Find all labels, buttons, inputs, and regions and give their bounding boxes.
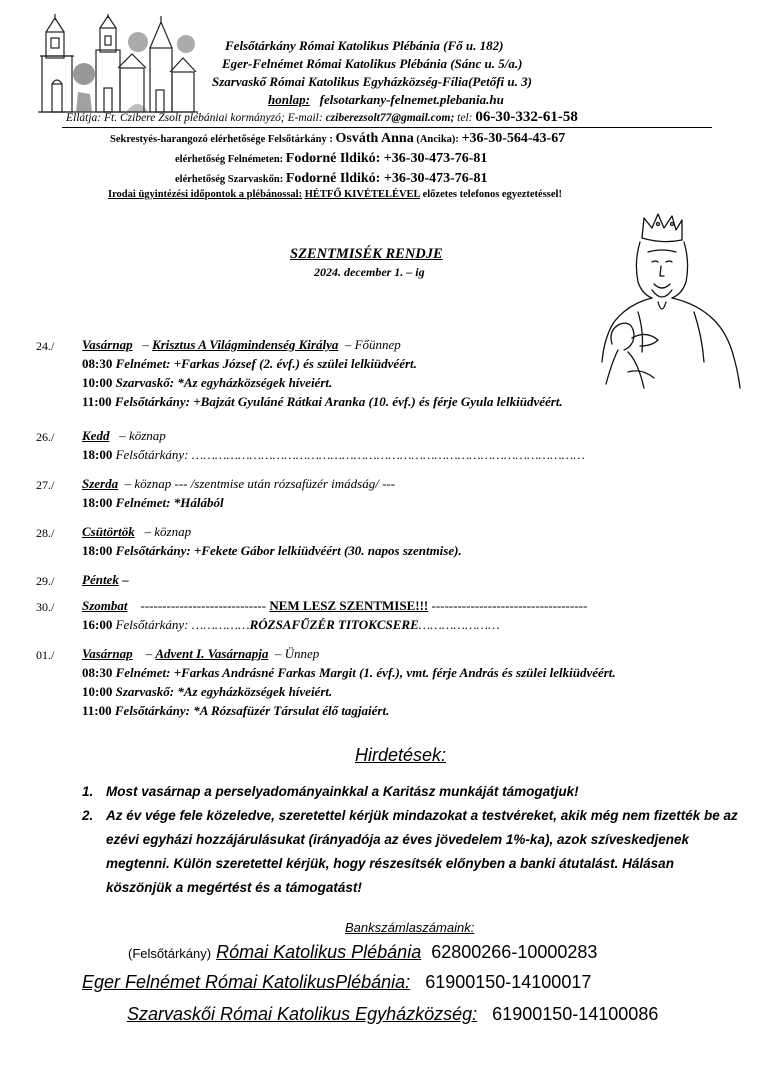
mass-time: 10:00 <box>82 684 113 699</box>
bank-number: 61900150-14100086 <box>492 1004 659 1024</box>
contact-sacristan-phone: +36-30-564-43-67 <box>461 131 566 146</box>
day-heading <box>82 428 166 444</box>
announcement-item: 2. <box>82 808 94 823</box>
mass-text: Felsőtárkány: *A Rózsafüzér Társulat élő tagjaiért. <box>114 703 390 718</box>
christ-king-illustration <box>598 212 746 392</box>
church-drawing-icon <box>38 14 198 122</box>
contact-felnemet-label: elérhetőség Felnémeten: <box>175 154 284 165</box>
day-number: 29./ <box>36 574 55 588</box>
header-parish-2: Eger-Felnémet Római Katolikus Plébánia (Sánc u. 5/a.) <box>222 56 523 71</box>
header-parish-3: Szarvaskő Római Katolikus Egyházközség-Fília(Petőfi u. 3) <box>212 74 532 89</box>
mass-time: 16:00 <box>82 617 113 632</box>
day-name: Csütörtök <box>82 524 135 539</box>
office-hours-note: előzetes telefonos egyeztetéssel! <box>422 189 562 200</box>
homepage-label: honlap: <box>268 92 310 107</box>
contact-felnemet-value: Fodorné Ildikó: +36-30-473-76-81 <box>285 151 488 166</box>
day-number: 30./ <box>36 600 55 614</box>
day-separator: – <box>142 337 149 352</box>
day-number: 28./ <box>36 526 55 540</box>
dots: ………………… <box>418 617 500 632</box>
day-number: 01./ <box>36 648 55 662</box>
bank-number: 62800266-10000283 <box>431 942 598 962</box>
announcement-text: Most vasárnap a perselyadományainkkal a Karitász munkáját támogatjuk! <box>106 784 579 799</box>
mass-text: Szarvaskő: *Az egyházközségek híveiért. <box>115 375 333 390</box>
rosary-note: RÓZSAFŰZÉR TITOKCSERE <box>249 617 419 632</box>
christ-king-icon <box>598 212 746 392</box>
header-divider <box>62 127 712 128</box>
mass-line <box>82 495 224 511</box>
mass-time: 08:30 <box>82 356 113 371</box>
mass-line <box>82 684 332 700</box>
bank-title: Bankszámlaszámaink: <box>345 920 475 935</box>
bank-name: Eger Felnémet Római KatolikusPlébánia: <box>82 972 411 992</box>
day-separator: – <box>145 646 153 661</box>
dash-right: ------------------------------------ <box>431 598 588 613</box>
office-hours-label: Irodai ügyintézési időpontok a plébánossal: <box>108 189 303 200</box>
header-parish-1: Felsőtárkány Római Katolikus Plébánia (Fő u. 182) <box>225 38 504 53</box>
day-heading <box>82 524 191 540</box>
mass-line <box>82 543 462 559</box>
bank-name: Szarvaskői Római Katolikus Egyházközség: <box>127 1004 478 1024</box>
mass-time: 11:00 <box>82 703 112 718</box>
bank-row-felnemet <box>82 972 591 993</box>
mass-text: Felnémet: +Farkas József (2. évf.) és szülei lelkiüdvéért. <box>115 356 417 371</box>
day-number: 26./ <box>36 430 55 444</box>
dash-left: ----------------------------- <box>140 598 267 613</box>
day-heading <box>82 476 395 492</box>
day-name: Szombat <box>82 598 128 613</box>
day-name: Kedd <box>82 428 110 443</box>
mass-time: 18:00 <box>82 543 113 558</box>
church-logo <box>38 14 198 122</box>
day-rank: – <box>122 572 129 587</box>
mass-text: Felsőtárkány: +Bajzát Gyuláné Rátkai Aranka (10. évf.) és férje Gyula lelkiüdvéért. <box>114 394 563 409</box>
bank-row-felsotarkany <box>128 942 597 963</box>
tel-label: tel: <box>457 112 473 124</box>
dots: …………… <box>191 617 250 632</box>
mass-place: Felsőtárkány: <box>115 617 189 632</box>
contact-sacristan <box>110 131 565 147</box>
mass-time: 18:00 <box>82 447 113 462</box>
day-name: Szerda <box>82 476 119 491</box>
bank-name: Római Katolikus Plébánia <box>216 942 422 962</box>
mass-text: Szarvaskő: *Az egyházközségek híveiért. <box>115 684 333 699</box>
feast-rank: – Főünnep <box>344 337 401 352</box>
mass-time: 10:00 <box>82 375 113 390</box>
announcement-text: Az év vége fele közeledve, szeretettel kérjük mindazokat a testvéreket, akik még nem fizették be az ezévi egyházi hozzájárulásukat (irányadója az éves jövedelem 1%-ka), azok szíveskedjenek megtenni. Külön szeretettel kérjük, hogy részesítsék előnyben a banki átutalást. Hálásan köszönjük a megértést és a támogatást! <box>106 808 738 895</box>
contact-sacristan-nick: (Ancika): <box>416 134 459 145</box>
schedule-subtitle: 2024. december 1. – ig <box>314 265 425 279</box>
feast-rank: – Ünnep <box>274 646 320 661</box>
mass-line <box>82 617 500 633</box>
mass-line <box>82 394 563 410</box>
ellatja-line <box>66 109 578 126</box>
day-heading <box>82 572 129 588</box>
feast-name: Advent I. Vasárnapja <box>155 646 269 661</box>
mass-time: 11:00 <box>82 394 112 409</box>
schedule-title: SZENTMISÉK RENDJE <box>290 246 443 262</box>
day-number: 27./ <box>36 478 55 492</box>
office-hours-exception: HÉTFŐ KIVÉTELÉVEL <box>304 189 420 200</box>
day-heading <box>82 337 401 353</box>
bank-row-szarvasko <box>127 1004 658 1025</box>
day-name: Vasárnap <box>82 646 133 661</box>
contact-szarvasko-label: elérhetőség Szarvaskőn: <box>175 174 284 185</box>
mass-line <box>82 703 389 719</box>
mass-text: Felsőtárkány: ………………………………………………………………………………………… <box>115 447 585 462</box>
no-mass-note: NEM LESZ SZENTMISE!!! <box>269 598 429 613</box>
mass-line <box>82 375 332 391</box>
bank-number: 61900150-14100017 <box>425 972 592 992</box>
email-link[interactable]: cziberezsolt77@gmail.com; <box>325 112 455 124</box>
mass-line <box>82 665 616 681</box>
day-rank: – köznap --- /szentmise után rózsafüzér imádság/ --- <box>124 476 396 491</box>
contact-felnemet <box>175 151 487 167</box>
contact-sacristan-label: Sekrestyés-harangozó elérhetősége Felsőtárkány : <box>110 134 333 145</box>
feast-name: Krisztus A Világmindenség Királya <box>152 337 339 352</box>
day-number: 24./ <box>36 339 55 353</box>
day-rank: – köznap <box>119 428 166 443</box>
mass-line <box>82 356 417 372</box>
mass-text: Felsőtárkány: +Fekete Gábor lelkiüdvéért (30. napos szentmise). <box>115 543 462 558</box>
bank-prefix: (Felsőtárkány) <box>128 946 212 961</box>
day-heading <box>82 598 587 614</box>
contact-szarvasko-value: Fodorné Ildikó: +36-30-473-76-81 <box>285 171 488 186</box>
ellatja-text: Ellátja: Ft. Czibere Zsolt plébániai kormányzó; E-mail: <box>66 112 323 124</box>
mass-line <box>82 447 585 463</box>
day-rank: – köznap <box>144 524 192 539</box>
mass-time: 18:00 <box>82 495 113 510</box>
contact-szarvasko <box>175 171 487 187</box>
tel-number: 06-30-332-61-58 <box>475 109 578 125</box>
homepage-url[interactable]: felsotarkany-felnemet.plebania.hu <box>319 92 504 107</box>
announcements-title: Hirdetések: <box>355 745 447 765</box>
day-name: Vasárnap <box>82 337 133 352</box>
mass-time: 08:30 <box>82 665 113 680</box>
day-heading <box>82 646 319 662</box>
office-hours <box>108 189 562 200</box>
mass-text: Felnémet: *Hálából <box>115 495 224 510</box>
contact-sacristan-name: Osváth Anna <box>335 131 414 146</box>
announcement-item: 1. <box>82 784 94 799</box>
day-name: Péntek <box>82 572 119 587</box>
homepage-line <box>268 92 504 108</box>
mass-text: Felnémet: +Farkas Andrásné Farkas Margit (1. évf.), vmt. férje András és szülei lelkiüdvéért. <box>115 665 616 680</box>
